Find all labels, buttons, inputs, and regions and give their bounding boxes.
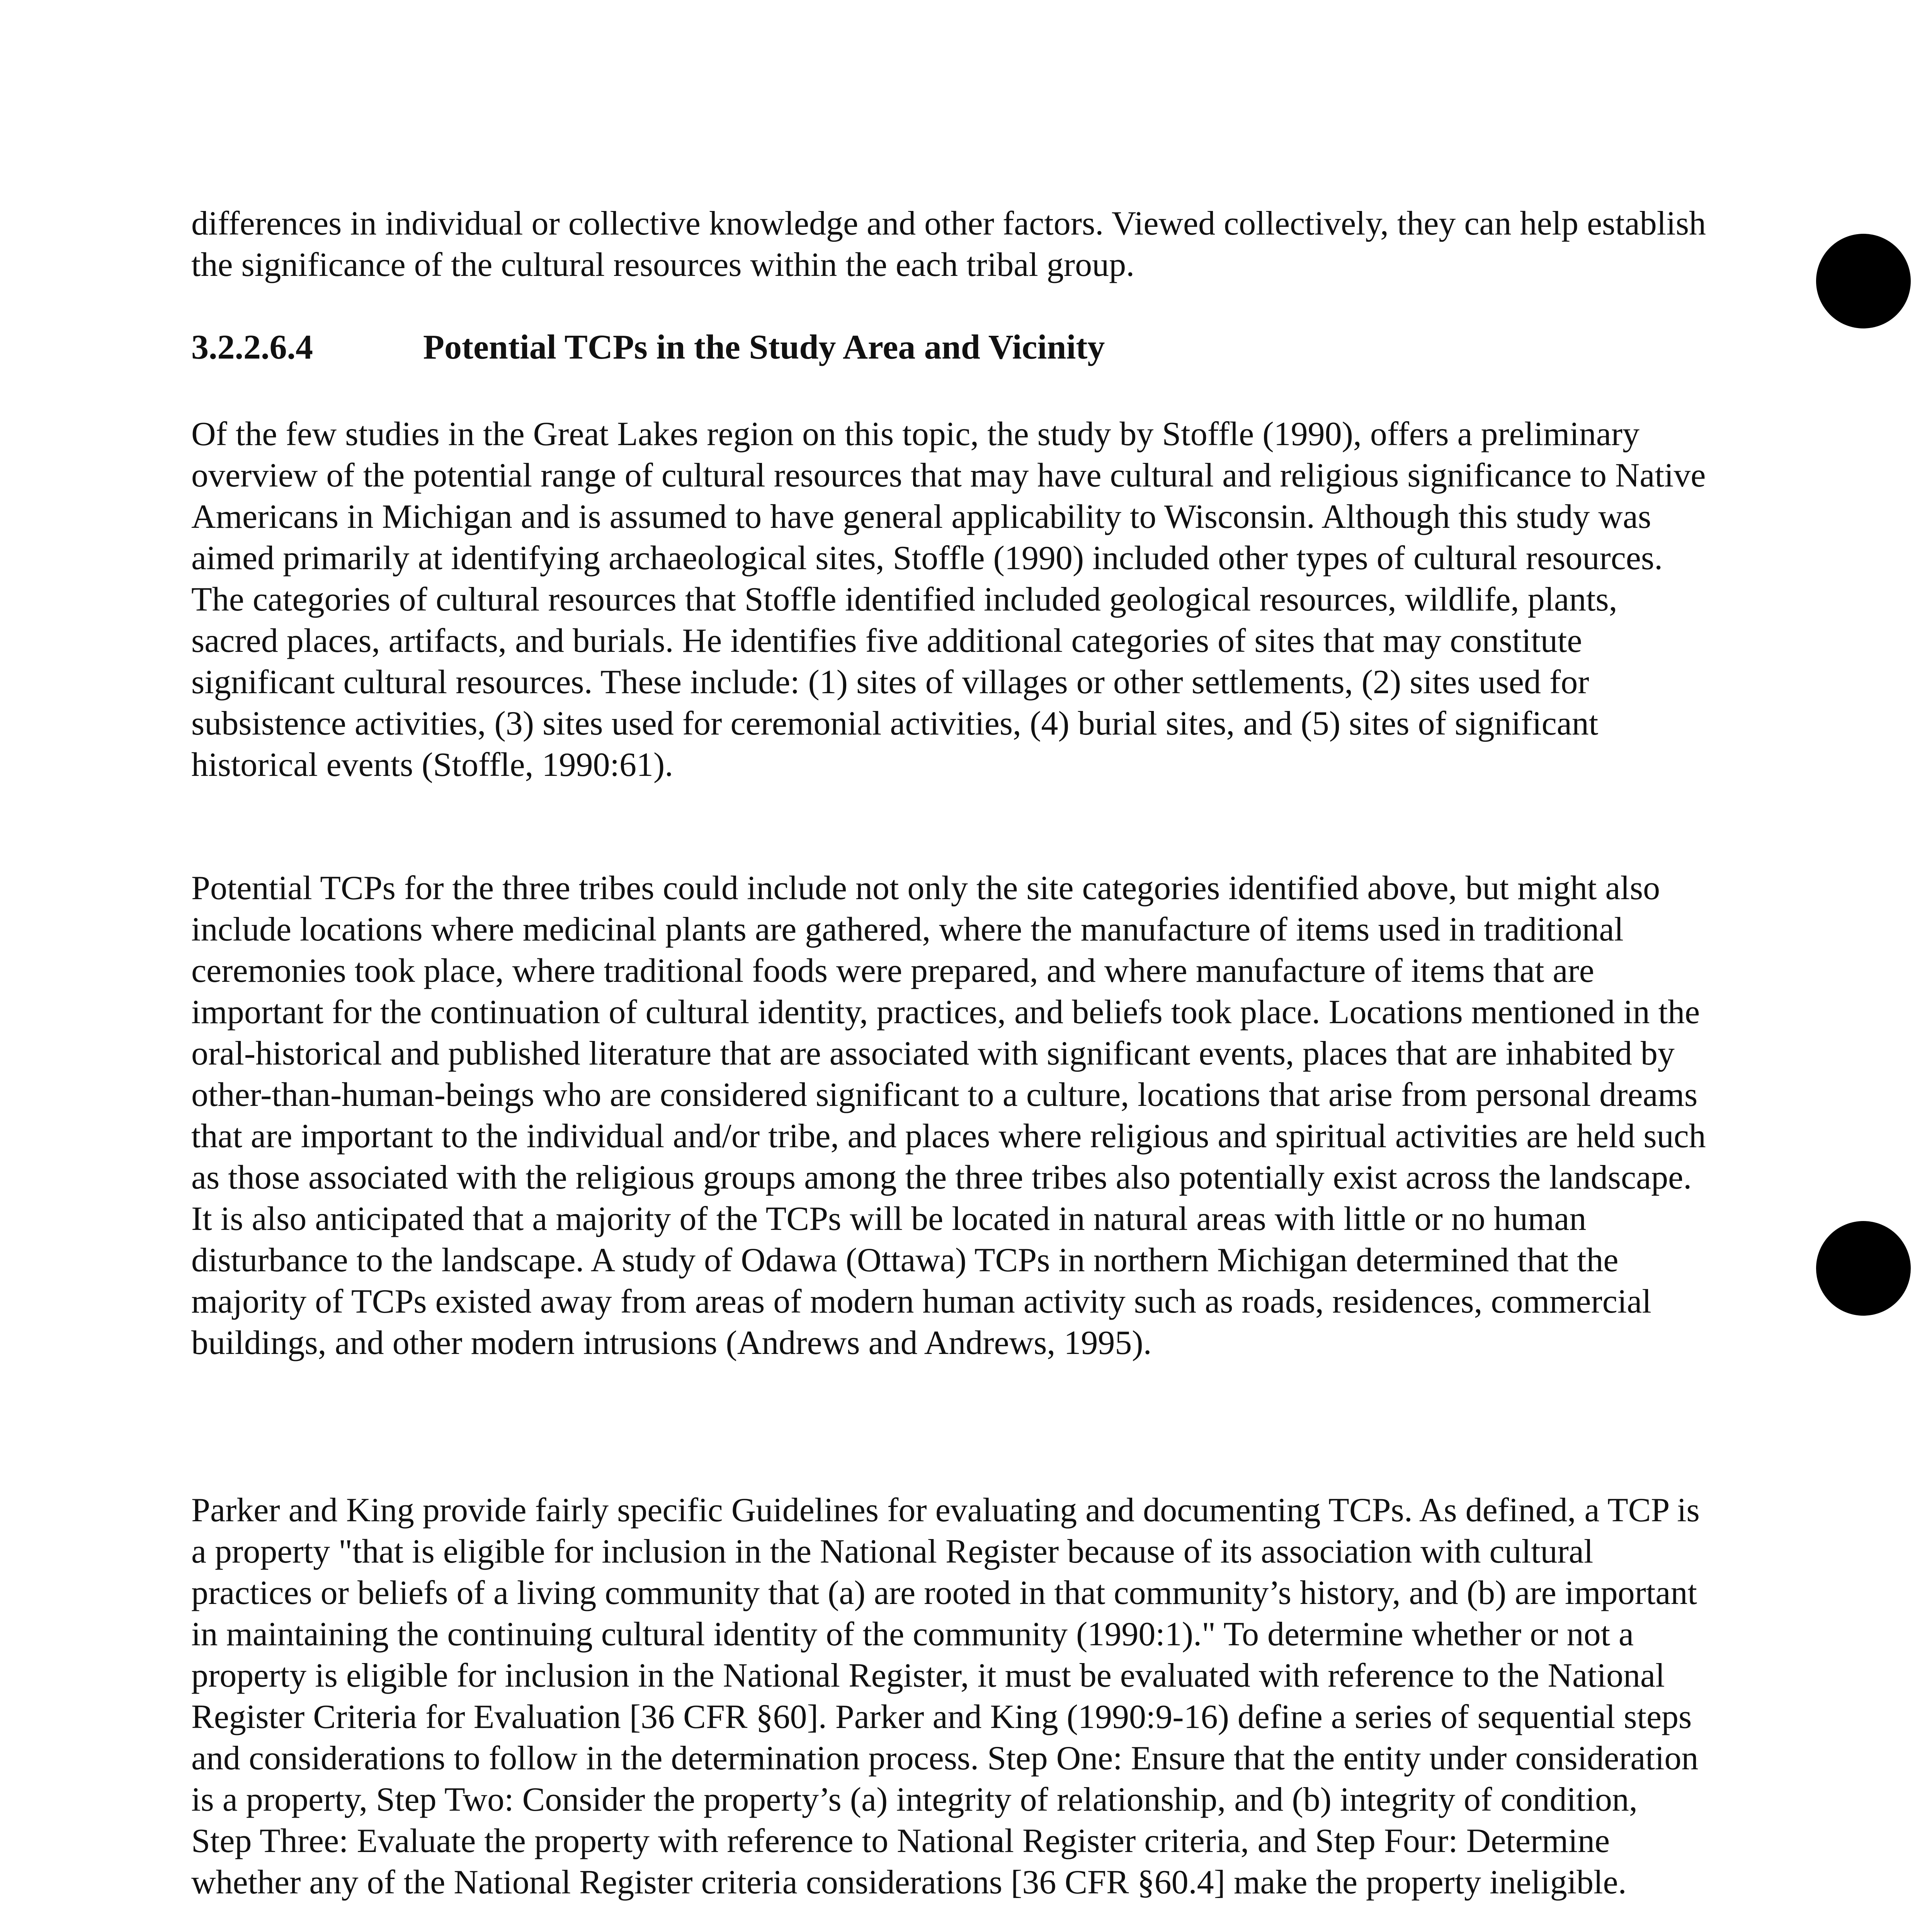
paragraph-stoffle: Of the few studies in the Great Lakes region on this topic, the study by Stoffle (1990), offers a preliminary overview of the potential range of cultural resources that may have cultural and religious significance to Native Americans in Michigan and is assumed to have general applicability to Wisconsin. Although this study was aimed primarily at identifying archaeological sites, Stoffle (1990) included other types of cultural resources. The categories of cultural resources that Stoffle identified included geological resources, wildlife, plants, sacred places, artifacts, and burials. He identifies five additional categories of sites that may constitute significant cultural resources. These include: (1) sites of villages or other settlements, (2) sites used for subsistence activities, (3) sites used for ceremonial activities, (4) burial sites, and (5) sites of significant historical events (Stoffle, 1990:61). bbox=[191, 415, 1706, 784]
revision-marker-dot bbox=[1816, 234, 1911, 328]
section-heading bbox=[191, 327, 1105, 368]
paragraph-potential-tcps: Potential TCPs for the three tribes could include not only the site categories identified above, but might also include locations where medicinal plants are gathered, where the manufacture of items used in traditional ceremonies took place, where traditional foods were prepared, and where manufacture of items that are important for the continuation of cultural identity, practices, and beliefs took place. Locations mentioned in the oral-historical and published literature that are associated with significant events, places that are inhabited by other-than-human-beings who are considered significant to a culture, locations that arise from personal dreams that are important to the individual and/or tribe, and places where religious and spiritual activities are held such as those associated with the religious groups among the three tribes also potentially exist across the landscape. It is also anticipated that a majority of the TCPs will be located in natural areas with little or no human disturbance to the landscape. A study of Odawa (Ottawa) TCPs in northern Michigan determined that the majority of TCPs existed away from areas of modern human activity such as roads, residences, commercial buildings, and other modern intrusions (Andrews and Andrews, 1995). bbox=[191, 869, 1706, 1362]
paragraph-parker-king: Parker and King provide fairly specific Guidelines for evaluating and documenting TCPs. As defined, a TCP is a property "that is eligible for inclusion in the National Register because of its association with cultural practices or beliefs of a living community that (a) are rooted in that community’s history, and (b) are important in maintaining the continuing cultural identity of the community (1990:1)." To determine whether or not a property is eligible for inclusion in the National Register, it must be evaluated with reference to the National Register Criteria for Evaluation [36 CFR §60]. Parker and King (1990:9-16) define a series of sequential steps and considerations to follow in the determination process. Step One: Ensure that the entity under consideration is a property, Step Two: Consider the property’s (a) integrity of relationship, and (b) integrity of condition, Step Three: Evaluate the property with reference to National Register criteria, and Step Four: Determine whether any of the National Register criteria considerations [36 CFR §60.4] make the property ineligible. bbox=[191, 1492, 1700, 1901]
revision-marker-dot bbox=[1816, 1221, 1911, 1316]
section-title: Potential TCPs in the Study Area and Vicinity bbox=[423, 328, 1105, 366]
paragraph-intro: differences in individual or collective knowledge and other factors. Viewed collectively, they can help establish the significance of the cultural resources within the each tribal group. bbox=[191, 205, 1706, 284]
section-number: 3.2.2.6.4 bbox=[191, 328, 313, 366]
